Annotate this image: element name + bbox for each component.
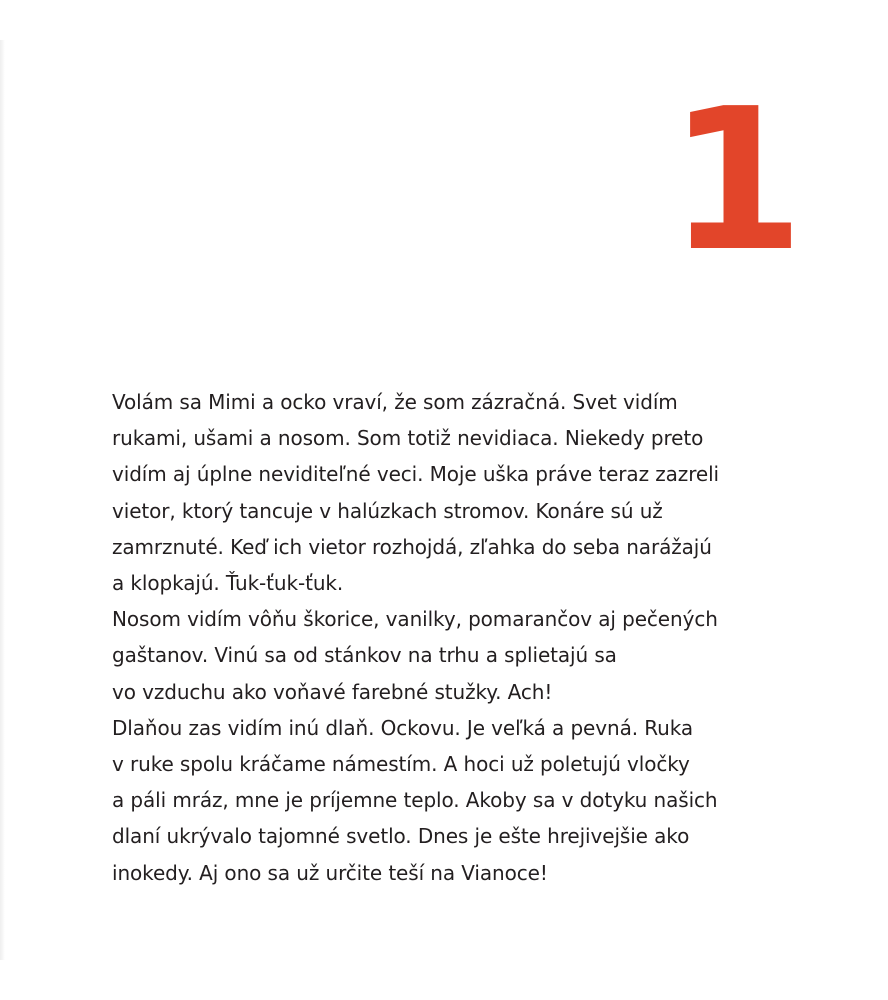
story-line: vietor, ktorý tancuje v halúzkach stromov. Konáre sú už [112,498,663,523]
story-line: zamrznuté. Keď ich vietor rozhojdá, zľahka do seba narážajú [112,534,712,559]
page-edge-shadow [0,40,5,960]
story-line: dlaní ukrývalo tajomné svetlo. Dnes je ešte hrejivejšie ako [112,824,690,849]
chapter-number: 1 [668,67,805,295]
story-line: inokedy. Aj ono sa už určite teší na Vianoce! [112,860,548,885]
story-line: gaštanov. Vinú sa od stánkov na trhu a splietajú sa [112,643,617,668]
story-line: vidím aj úplne neviditeľné veci. Moje uška práve teraz zazreli [112,462,719,487]
story-line: vo vzduchu ako voňavé farebné stužky. Ach! [112,679,553,704]
story-line: Volám sa Mimi a ocko vraví, že som zázračná. Svet vidím [112,390,678,414]
story-line: rukami, ušami a nosom. Som totiž nevidiaca. Niekedy preto [112,426,704,451]
story-line: Nosom vidím vôňu škorice, vanilky, pomarančov aj pečených [112,607,718,632]
story-text [112,384,792,891]
story-line: v ruke spolu kráčame námestím. A hoci už poletujú vločky [112,752,690,777]
story-line: a páli mráz, mne je príjemne teplo. Akoby sa v dotyku našich [112,788,718,813]
story-line: a klopkajú. Ťuk-ťuk-ťuk. [112,571,344,596]
story-line: Dlaňou zas vidím inú dlaň. Ockovu. Je veľká a pevná. Ruka [112,715,694,740]
